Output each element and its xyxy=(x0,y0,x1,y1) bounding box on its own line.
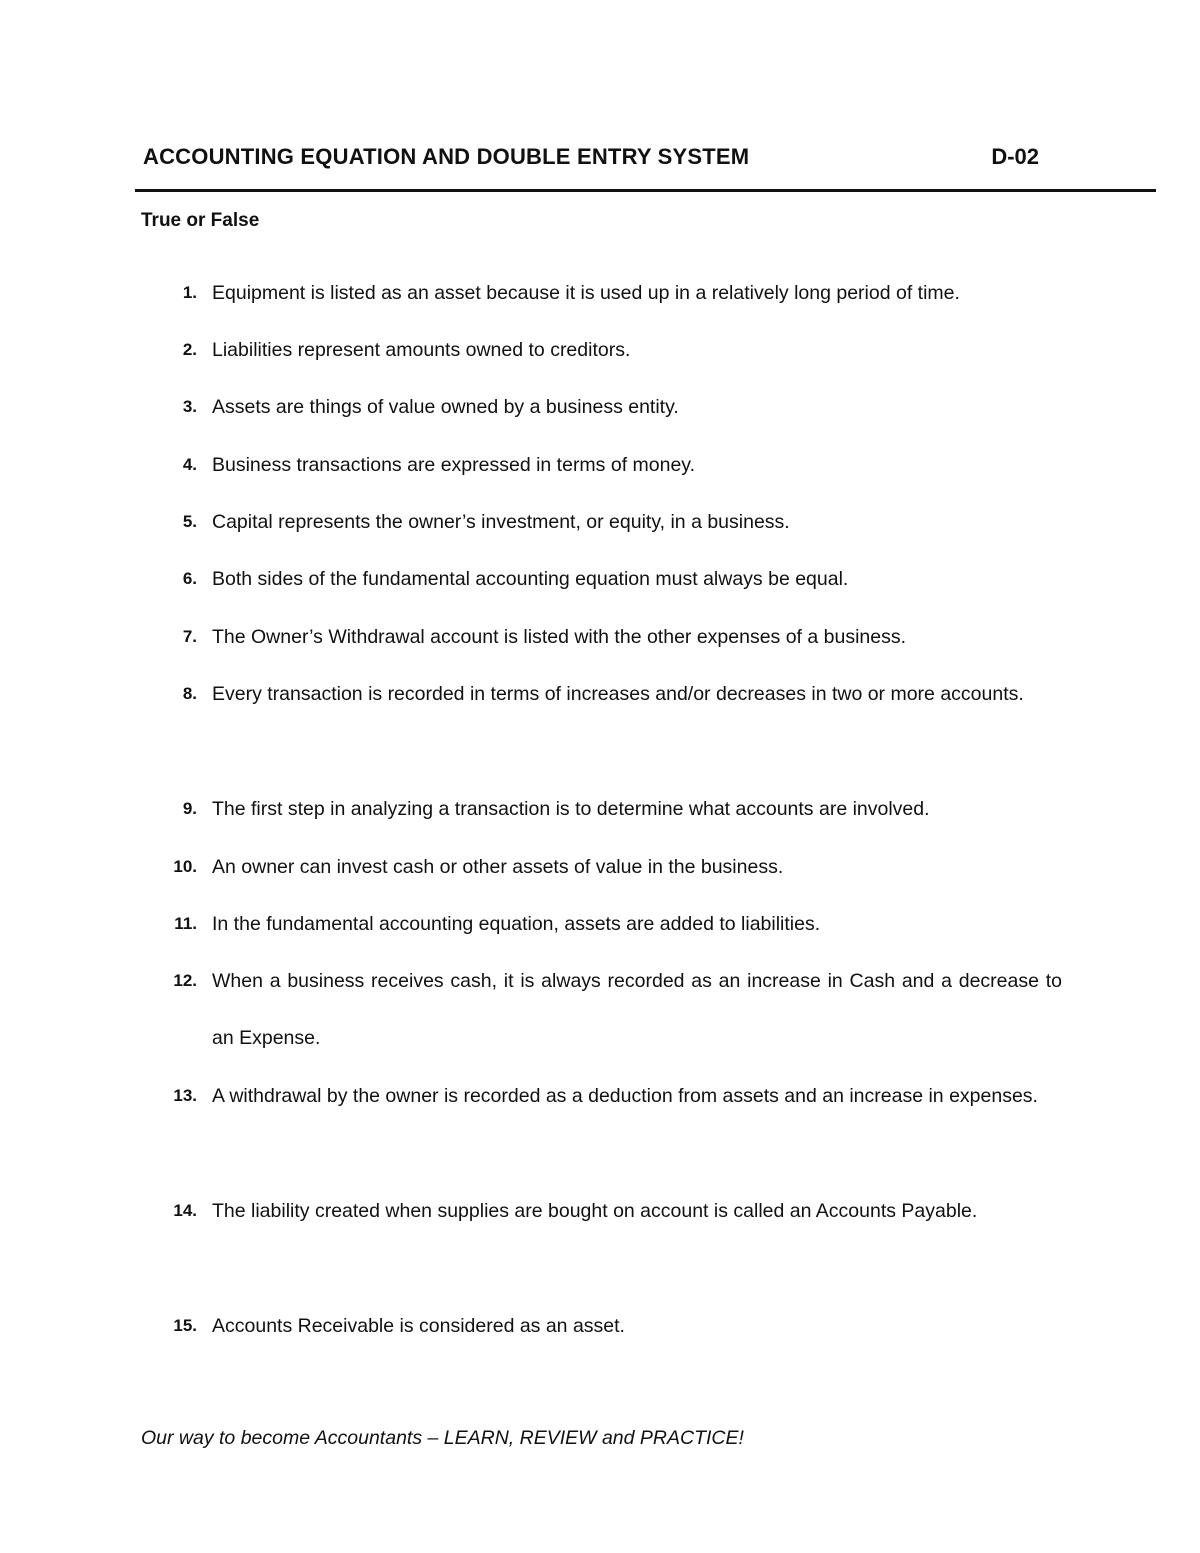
question-number: 8. xyxy=(182,684,197,703)
question-text: When a business receives cash, it is always recorded as an increase in Cash and a decrease to an Expense. xyxy=(212,970,1062,1049)
document-code: D-02 xyxy=(991,144,1039,169)
question-number: 10. xyxy=(173,857,197,876)
question-text: An owner can invest cash or other assets of value in the business. xyxy=(212,856,784,878)
question-number: 15. xyxy=(173,1316,197,1335)
question-number: 7. xyxy=(182,627,197,646)
question-text: Accounts Receivable is considered as an asset. xyxy=(212,1315,625,1337)
section-heading: True or False xyxy=(141,210,260,231)
question-number: 6. xyxy=(182,569,197,588)
question-number: 1. xyxy=(182,283,197,302)
document-header xyxy=(143,144,1043,178)
question-text: Assets are things of value owned by a business entity. xyxy=(212,396,679,418)
document-title: ACCOUNTING EQUATION AND DOUBLE ENTRY SYSTEM xyxy=(143,144,750,169)
question-number: 9. xyxy=(182,799,197,818)
question-number: 11. xyxy=(174,914,197,933)
question-number: 12. xyxy=(173,971,197,990)
question-number: 14. xyxy=(173,1201,197,1220)
question-number: 5. xyxy=(182,512,197,531)
question-number: 4. xyxy=(182,455,197,474)
question-text: The first step in analyzing a transaction is to determine what accounts are involved. xyxy=(212,798,930,820)
question-number: 2. xyxy=(182,340,197,359)
question-text: Equipment is listed as an asset because it is used up in a relatively long period of time. xyxy=(212,282,960,304)
question-text: In the fundamental accounting equation, assets are added to liabilities. xyxy=(212,913,821,935)
question-number: 13. xyxy=(173,1086,197,1105)
question-text: The liability created when supplies are bought on account is called an Accounts Payable. xyxy=(212,1200,978,1222)
question-text: Business transactions are expressed in terms of money. xyxy=(212,454,696,476)
question-text: A withdrawal by the owner is recorded as a deduction from assets and an increase in expenses. xyxy=(212,1085,1038,1107)
question-text: Every transaction is recorded in terms of increases and/or decreases in two or more accounts. xyxy=(212,683,1024,705)
question-number: 3. xyxy=(182,397,197,416)
footer-tagline: Our way to become Accountants – LEARN, REVIEW and PRACTICE! xyxy=(141,1427,744,1449)
header-divider xyxy=(135,189,1156,192)
question-text: The Owner’s Withdrawal account is listed with the other expenses of a business. xyxy=(212,626,907,648)
question-text: Liabilities represent amounts owned to creditors. xyxy=(212,339,631,361)
question-text: Capital represents the owner’s investment, or equity, in a business. xyxy=(212,511,790,533)
question-text: Both sides of the fundamental accounting equation must always be equal. xyxy=(212,568,849,590)
